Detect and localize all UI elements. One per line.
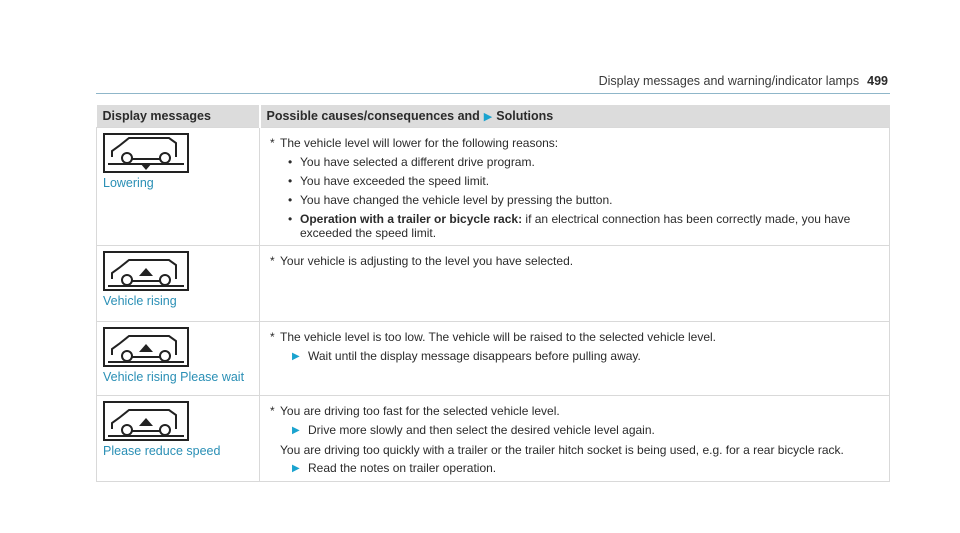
col-header-causes-solutions — [260, 105, 890, 128]
solution-arrow-icon: ▶ — [292, 351, 300, 362]
cause-text: * Your vehicle is adjusting to the level you have selected. — [270, 254, 574, 268]
message-name: Lowering — [103, 176, 154, 190]
message-cell — [97, 322, 260, 396]
list-item: • Operation with a trailer or bicycle rack: if an electrical connection has been correctly made, you have exceeded the speed limit. — [288, 212, 879, 240]
table-row — [97, 396, 890, 482]
solution-step: ▶ Drive more slowly and then select the desired vehicle level again. — [292, 423, 655, 437]
message-cell — [97, 246, 260, 322]
solution-arrow-icon: ▶ — [292, 463, 300, 474]
header-title: Display messages and warning/indicator lamps — [598, 74, 860, 88]
list-item: • You have changed the vehicle level by pressing the button. — [288, 193, 879, 207]
cause-text: * The vehicle level is too low. The vehicle will be raised to the selected vehicle level. — [270, 330, 717, 344]
message-name: Please reduce speed — [103, 444, 221, 458]
running-header — [599, 74, 888, 88]
solution-arrow-icon: ▶ — [483, 111, 493, 123]
list-item: • You have selected a different drive program. — [288, 155, 879, 169]
cause-text: You are driving too quickly with a trailer or the trailer hitch socket is being used, e.g. for a rear bicycle rack. — [280, 443, 844, 457]
page-number: 499 — [867, 74, 888, 88]
message-cell — [97, 128, 260, 246]
vehicle-rising-icon — [103, 251, 189, 291]
col-header-display-messages: Display messages — [97, 105, 260, 128]
col-header-causes: Possible causes/consequences and — [266, 109, 480, 123]
cause-text: * The vehicle level will lower for the following reasons: — [270, 136, 559, 150]
display-messages-table — [96, 105, 890, 482]
table-header-row — [97, 105, 890, 128]
solution-arrow-icon: ▶ — [292, 425, 300, 436]
message-cell — [97, 396, 260, 482]
causes-cell — [260, 396, 890, 482]
table-row — [97, 322, 890, 396]
vehicle-rising-icon — [103, 401, 189, 441]
list-item: • You have exceeded the speed limit. — [288, 174, 879, 188]
cause-text: * You are driving too fast for the selected vehicle level. — [270, 404, 560, 418]
message-name: Vehicle rising — [103, 294, 177, 308]
reason-list — [288, 155, 879, 240]
message-name: Vehicle rising Please wait — [103, 370, 245, 384]
solution-step: ▶ Wait until the display message disappears before pulling away. — [292, 349, 641, 363]
header-rule — [96, 93, 890, 94]
causes-cell — [260, 322, 890, 396]
table-row — [97, 246, 890, 322]
causes-cell — [260, 246, 890, 322]
causes-cell — [260, 128, 890, 246]
vehicle-rising-icon — [103, 327, 189, 367]
col-header-solutions: Solutions — [496, 109, 554, 123]
solution-step: ▶ Read the notes on trailer operation. — [292, 461, 497, 475]
vehicle-lowering-icon — [103, 133, 189, 173]
table-row — [97, 128, 890, 246]
